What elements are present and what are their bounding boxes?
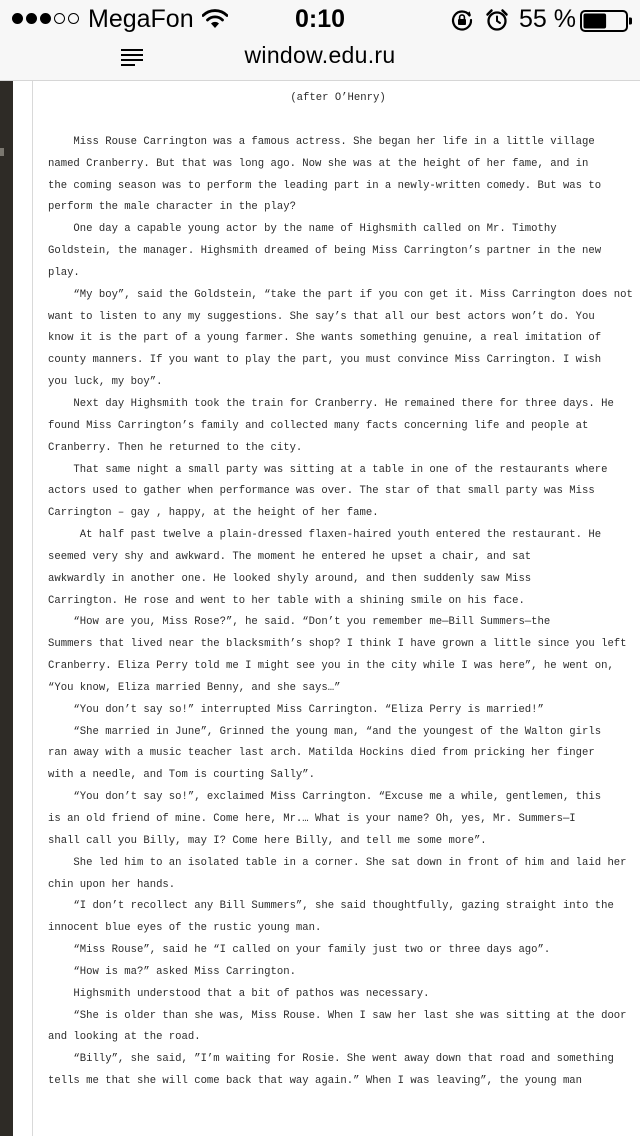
text-line: “You don’t say so!” interrupted Miss Carrington. “Eliza Perry is married!” bbox=[48, 703, 544, 716]
browser-address-bar[interactable] bbox=[0, 40, 640, 81]
text-line: chin upon her hands. bbox=[48, 878, 176, 891]
text-line: Highsmith understood that a bit of pathos was necessary. bbox=[48, 987, 430, 1000]
status-bar bbox=[0, 0, 640, 40]
text-line: county manners. If you want to play the part, you must convince Miss Carrington. I wish bbox=[48, 354, 602, 367]
text-line: “My boy”, said the Goldstein, “take the part if you con get it. Miss Carrington does not bbox=[48, 288, 633, 301]
text-line: Cranberry. Then he returned to the city. bbox=[48, 441, 303, 454]
text-line: “You don’t say so!”, exclaimed Miss Carrington. “Excuse me a while, gentlemen, this bbox=[48, 791, 602, 804]
text-line: want to listen to any my suggestions. She say’s that all our best actors won’t do. You bbox=[48, 310, 595, 323]
text-line: shall call you Billy, may I? Come here Billy, and tell me some more”. bbox=[48, 834, 487, 847]
document-text bbox=[48, 88, 633, 1093]
text-line: “She married in June”, Grinned the young man, “and the youngest of the Walton girls bbox=[48, 725, 602, 738]
url-text[interactable]: window.edu.ru bbox=[244, 42, 396, 68]
text-line: with a needle, and Tom is courting Sally”. bbox=[48, 769, 316, 782]
text-line: “Miss Rouse”, said he “I called on your family just two or three days ago”. bbox=[48, 944, 551, 957]
text-line: found Miss Carrington’s family and collected many facts concerning life and people at bbox=[48, 419, 589, 432]
text-line: awkwardly in another one. He looked shyly around, and then suddenly saw Miss bbox=[48, 572, 532, 585]
text-line: She led him to an isolated table in a corner. She sat down in front of him and laid her bbox=[48, 856, 627, 869]
text-line: Carrington – gay , happy, at the height of her fame. bbox=[48, 507, 379, 520]
text-line: “How is ma?” asked Miss Carrington. bbox=[48, 965, 296, 978]
text-line: “Billy”, she said, ”I’m waiting for Rosie. She went away down that road and something bbox=[48, 1053, 614, 1066]
text-line: One day a capable young actor by the name of Highsmith called on Mr. Timothy bbox=[48, 223, 557, 236]
status-clock: 0:10 bbox=[294, 5, 346, 33]
text-line: Cranberry. Eliza Perry told me I might see you in the city while I was here”, he went on, bbox=[48, 660, 614, 673]
story-subtitle: (after O’Henry) bbox=[290, 92, 386, 104]
text-line: tells me that she will come back that way again.” When I was leaving”, the young man bbox=[48, 1075, 583, 1088]
text-line: Goldstein, the manager. Highsmith dreamed of being Miss Carrington’s partner in the new bbox=[48, 245, 602, 258]
text-line: Miss Rouse Carrington was a famous actress. She began her life in a little village bbox=[48, 135, 595, 148]
story-body bbox=[48, 132, 633, 1093]
carrier-name: MegaFon bbox=[88, 5, 194, 33]
text-line: named Cranberry. But that was long ago. Now she was at the height of her fame, and in bbox=[48, 157, 589, 170]
text-line: “How are you, Miss Rose?”, he said. “Don’t you remember me—Bill Summers—the bbox=[48, 616, 551, 629]
text-line: ran away with a music teacher last arch. Matilda Hockins died from pricking her finger bbox=[48, 747, 595, 760]
text-line: the coming season was to perform the leading part in a newly-written comedy. But was to bbox=[48, 179, 602, 192]
text-line: “You know, Eliza married Benny, and she says…” bbox=[48, 681, 341, 694]
text-line: and looking at the road. bbox=[48, 1031, 201, 1044]
battery-percentage: 55 % bbox=[519, 5, 576, 33]
battery-level-fill bbox=[584, 14, 607, 29]
battery-icon bbox=[580, 10, 632, 32]
alarm-clock-icon bbox=[485, 8, 509, 32]
text-line: Next day Highsmith took the train for Cranberry. He remained there for three days. He bbox=[48, 397, 614, 410]
text-line: Carrington. He rose and went to her table with a shining smile on his face. bbox=[48, 594, 525, 607]
text-line: innocent blue eyes of the rustic young man. bbox=[48, 922, 322, 935]
text-line: That same night a small party was sitting at a table in one of the restaurants where bbox=[48, 463, 608, 476]
page-side-strip bbox=[0, 81, 13, 1136]
text-line: “She is older than she was, Miss Rouse. When I saw her last she was sitting at the door bbox=[48, 1009, 627, 1022]
text-line: “I don’t recollect any Bill Summers”, she said thoughtfully, gazing straight into the bbox=[48, 900, 614, 913]
text-line: is an old friend of mine. Come here, Mr.… What is your name? Oh, yes, Mr. Summers—I bbox=[48, 813, 576, 825]
text-line: actors used to gather when performance was over. The star of that small party was Miss bbox=[48, 485, 595, 498]
text-line: know it is the part of a young farmer. She wants something genuine, a real imitation of bbox=[48, 332, 602, 345]
orientation-lock-icon bbox=[450, 8, 474, 32]
text-line: Summers that lived near the blacksmith’s shop? I think I have grown a little since you left bbox=[48, 638, 627, 651]
text-line: you luck, my boy”. bbox=[48, 376, 163, 389]
text-line: perform the male character in the play? bbox=[48, 201, 296, 214]
text-line: seemed very shy and awkward. The moment he entered he upset a chair, and sat bbox=[48, 550, 532, 563]
text-line: play. bbox=[48, 266, 80, 279]
page-side-marker bbox=[0, 148, 4, 156]
text-line: At half past twelve a plain-dressed flaxen-haired youth entered the restaurant. He bbox=[48, 529, 602, 542]
